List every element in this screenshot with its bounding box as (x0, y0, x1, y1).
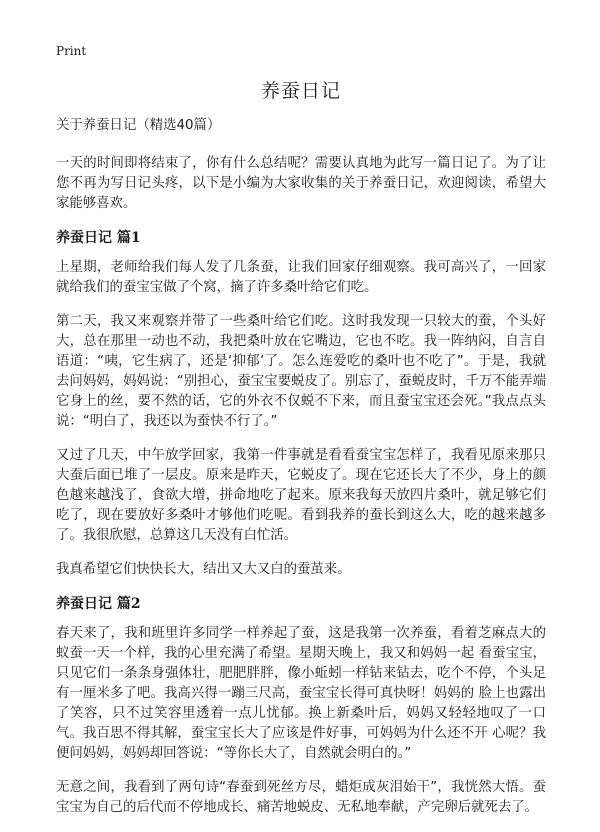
paragraph: 又过了几天，中午放学回家，我第一件事就是看看蚕宝宝怎样了，我看见原来那只大蚕后面已堆了一层皮。原来是昨天，它蜕皮了。现在它还长大了不少，身上的颜色越来越浅了，食欲大增，拼命地吃了起来。原来我每天放四片桑叶，就足够它们吃了，现在要放好多桑叶才够他们吃呢。看到我养的蚕长到这么大，吃的越来越多了。我很欣慰，总算这几天没有白忙活。 (56, 448, 546, 543)
article (56, 78, 546, 832)
article-subtitle: 关于养蚕日记（精选40篇） (56, 118, 221, 133)
paragraph: 第二天，我又来观察并带了一些桑叶给它们吃。这时我发现一只较大的蚕，个头好大，总在那里一动也不动，我把桑叶放在它嘴边，它也不吃。我一阵纳闷，自言自语道：“咦，它生病了，还是‘抑郁’了。怎么连爱吃的桑叶也不吃了”。于是，我就去问妈妈，妈妈说：“别担心，蚕宝宝要蜕皮了。别忘了，蚕蜕皮时，千万不能弄端它身上的丝，要不然的话，它的外衣不仅蜕不下来，而且蚕宝宝还会死。”我点点头说：“明白了，我还以为蚕快不行了。” (56, 314, 546, 429)
page-title: 养蚕日记 (260, 80, 341, 102)
section-heading: 养蚕日记 篇1 (56, 230, 141, 246)
paragraph: 无意之间，我看到了两句诗“春蚕到死丝方尽，蜡炬成灰泪始干”，我恍然大悟。蚕宝宝为自己的后代而不停地成长、痛苦地蜕皮、无私地奉献，产完卵后就死去了。 (56, 780, 546, 815)
paragraph: 我真希望它们快快长大，结出又大又白的蚕茧来。 (56, 562, 351, 577)
paragraph: 上星期，老师给我们每人发了几条蚕，让我们回家仔细观察。我可高兴了，一回家就给我们的蚕宝宝做了个窝，摘了许多桑叶给它们吃。 (56, 260, 546, 295)
section-heading: 养蚕日记 篇2 (56, 596, 141, 612)
print-link[interactable]: Print (56, 44, 87, 58)
intro-paragraph: 一天的时间即将结束了，你有什么总结呢？需要认真地为此写一篇日记了。为了让您不再为写日记头疼，以下是小编为大家收集的关于养蚕日记，欢迎阅读，希望大家能够喜欢。 (56, 156, 546, 211)
paragraph: 春天来了，我和班里许多同学一样养起了蚕，这是我第一次养蚕，看着芝麻点大的蚁蚕一天一个样，我的心里充满了希望。星期天晚上，我又和妈妈一起 看蚕宝宝，只见它们一条条身强体壮，肥肥胖胖，像小蚯蚓一样钻来钻去，吃个不停，个头足有一厘米多了吧。我高兴得一蹦三尺高，蚕宝宝长得可真快呀！妈妈的 脸上也露出了笑容，只不过笑容里透着一点儿忧郁。换上新桑叶后，妈妈又轻轻地叹了一口气。我百思不得其解，蚕宝宝长大了应该是件好事，可妈妈为什么还不开 心呢？我便问妈妈，妈妈却回答说：“等你长大了，自然就会明白的。” (56, 626, 546, 761)
